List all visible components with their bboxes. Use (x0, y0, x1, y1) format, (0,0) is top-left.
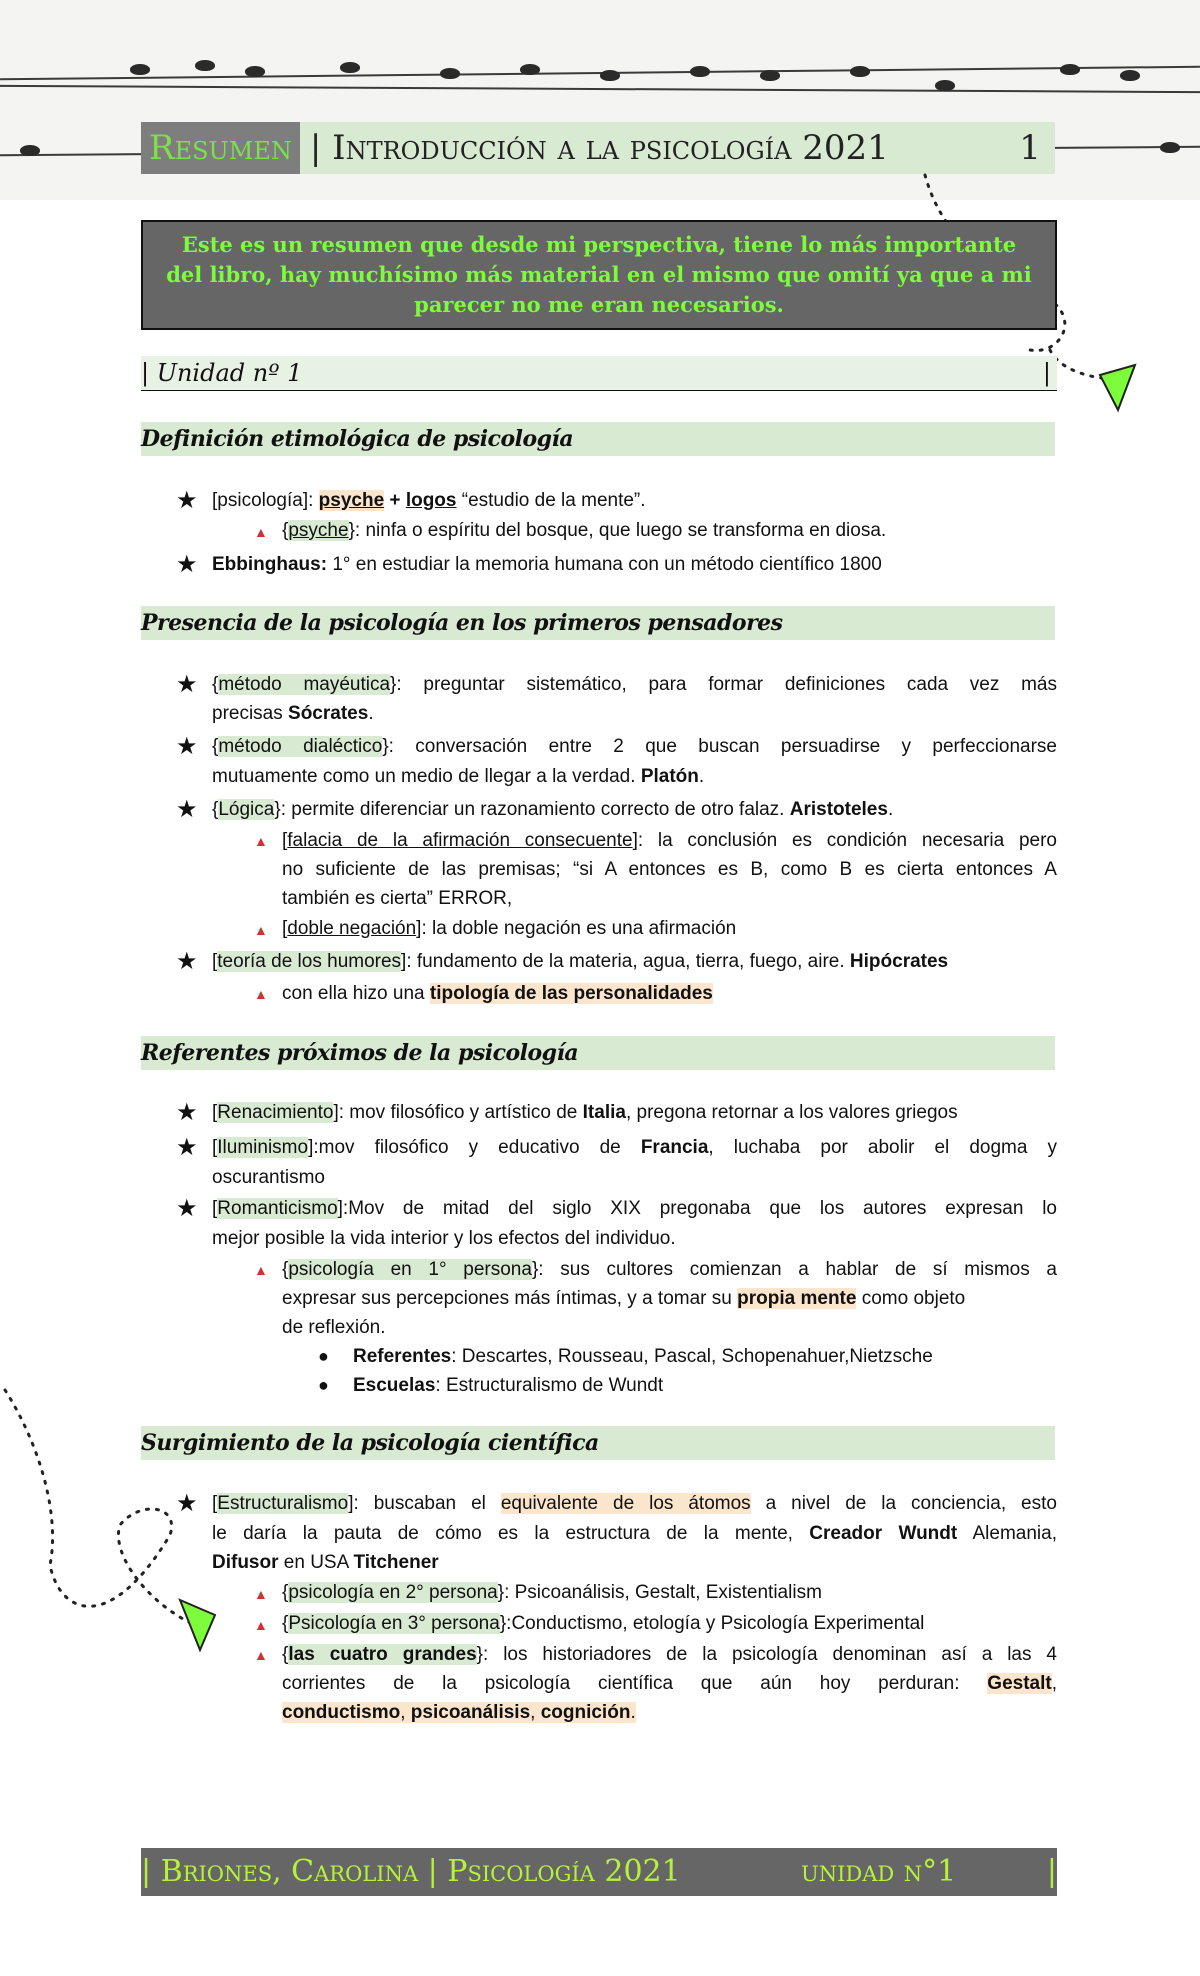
section-heading: Surgimiento de la psicología científica (141, 1426, 1055, 1460)
star-bullet-icon: ★ (176, 1195, 198, 1222)
page-header (141, 122, 1055, 174)
arrow-head-icon (1100, 365, 1135, 410)
list-item: {método dialéctico}: conversación entre 2 que buscan persuadirse y perfeccionarse (212, 736, 1057, 757)
header-title-bar (300, 122, 1055, 174)
list-item-continued: expresar sus percepciones más íntimas, y a tomar su propia mente como objeto (282, 1288, 966, 1309)
unit-title-end: | (1042, 359, 1051, 387)
list-item: Escuelas: Estructuralismo de Wundt (353, 1375, 664, 1396)
list-item: [teoría de los humores]: fundamento de la materia, agua, tierra, fuego, aire. Hipócrates (212, 951, 949, 972)
unit-title-text: | Unidad nº 1 (141, 359, 303, 387)
triangle-bullet-icon: ▲ (254, 922, 268, 938)
section-heading: Definición etimológica de psicología (141, 422, 1055, 456)
list-item-continued: corrientes de la psicología científica que aún hoy perduran: Gestalt, (282, 1673, 1057, 1694)
list-item-continued: no suficiente de las premisas; “si A entonces es B, como B es cierta entonces A (282, 859, 1057, 880)
wire-line (0, 85, 1200, 93)
triangle-bullet-icon: ▲ (254, 524, 268, 540)
bird-icon (935, 80, 955, 91)
list-item: {Lógica}: permite diferenciar un razonamiento correcto de otro falaz. Aristoteles. (212, 799, 894, 820)
footer-unit: unidad n°1 (801, 1854, 957, 1889)
list-item: Referentes: Descartes, Rousseau, Pascal, Schopenahuer,Nietzsche (353, 1346, 933, 1367)
list-item-continued: conductismo, psicoanálisis, cognición. (282, 1702, 636, 1723)
star-bullet-icon: ★ (176, 1490, 198, 1517)
intro-box: Este es un resumen que desde mi perspectiva, tiene lo más importante del libro, hay muchísimo más material en el mismo que omití ya que a mi parecer no me eran necesarios. (141, 220, 1057, 330)
arrow-head-icon (180, 1600, 215, 1650)
bird-icon (520, 64, 540, 75)
star-bullet-icon: ★ (176, 796, 198, 823)
list-item: [Iluminismo]:mov filosófico y educativo de Francia, luchaba por abolir el dogma y (212, 1137, 1057, 1158)
list-item: [falacia de la afirmación consecuente]: la conclusión es condición necesaria pero (282, 830, 1057, 851)
header-separator: | (309, 128, 322, 168)
section-heading: Referentes próximos de la psicología (141, 1036, 1055, 1070)
list-item: {psicología en 2° persona}: Psicoanálisis, Gestalt, Existentialism (282, 1582, 822, 1603)
list-item: [psicología]: psyche + logos “estudio de la mente”. (212, 490, 646, 511)
list-item-continued: mejor posible la vida interior y los efectos del individuo. (212, 1228, 676, 1249)
bird-icon (340, 62, 360, 73)
bird-icon (1060, 64, 1080, 75)
triangle-bullet-icon: ▲ (254, 1262, 268, 1278)
list-item-continued: también es cierta” ERROR, (282, 888, 513, 909)
list-item: Ebbinghaus: 1° en estudiar la memoria humana con un método científico 1800 (212, 554, 882, 575)
star-bullet-icon: ★ (176, 551, 198, 578)
star-bullet-icon: ★ (176, 733, 198, 760)
list-item: [Estructuralismo]: buscaban el equivalente de los átomos a nivel de la conciencia, esto (212, 1493, 1057, 1514)
footer-author: | Briones, Carolina | Psicología 2021 (141, 1854, 681, 1889)
bird-icon (600, 70, 620, 81)
list-item: {Psicología en 3° persona}:Conductismo, etología y Psicología Experimental (282, 1613, 925, 1634)
bird-icon (440, 68, 460, 79)
star-bullet-icon: ★ (176, 671, 198, 698)
bird-icon (245, 66, 265, 77)
page-footer (141, 1848, 1057, 1896)
list-item: con ella hizo una tipología de las personalidades (282, 983, 713, 1004)
bird-icon (1160, 142, 1180, 153)
triangle-bullet-icon: ▲ (254, 833, 268, 849)
header-title: Introducción a la psicología 2021 (332, 128, 889, 168)
page-number: 1 (1019, 128, 1041, 168)
list-item: [Romanticismo]:Mov de mitad del siglo XIX pregonaba que los autores expresan lo (212, 1198, 1057, 1219)
dot-bullet-icon: ● (318, 1346, 329, 1366)
triangle-bullet-icon: ▲ (254, 1586, 268, 1602)
triangle-bullet-icon: ▲ (254, 1647, 268, 1663)
triangle-bullet-icon: ▲ (254, 986, 268, 1002)
triangle-bullet-icon: ▲ (254, 1617, 268, 1633)
unit-title (141, 356, 1057, 391)
bird-icon (760, 70, 780, 81)
list-item: [doble negación]: la doble negación es una afirmación (282, 918, 737, 939)
list-item-continued: de reflexión. (282, 1317, 386, 1338)
star-bullet-icon: ★ (176, 948, 198, 975)
list-item-continued: le daría la pauta de cómo es la estructura de la mente, Creador Wundt Alemania, (212, 1523, 1057, 1544)
list-item-continued: precisas Sócrates. (212, 703, 374, 724)
dot-bullet-icon: ● (318, 1375, 329, 1395)
list-item: {psyche}: ninfa o espíritu del bosque, que luego se transforma en diosa. (282, 520, 887, 541)
list-item-continued: oscurantismo (212, 1167, 325, 1188)
bird-icon (1120, 70, 1140, 81)
list-item: {método mayéutica}: preguntar sistemático, para formar definiciones cada vez más (212, 674, 1057, 695)
list-item: {las cuatro grandes}: los historiadores de la psicología denominan así a las 4 (282, 1644, 1057, 1665)
list-item: [Renacimiento]: mov filosófico y artístico de Italia, pregona retornar a los valores griegos (212, 1102, 958, 1123)
star-bullet-icon: ★ (176, 487, 198, 514)
list-item-continued: mutuamente como un medio de llegar a la verdad. Platón. (212, 766, 705, 787)
section-heading: Presencia de la psicología en los primeros pensadores (141, 606, 1055, 640)
list-item: {psicología en 1° persona}: sus cultores comienzan a hablar de sí mismos a (282, 1259, 1057, 1280)
bird-icon (130, 64, 150, 75)
bird-icon (690, 66, 710, 77)
star-bullet-icon: ★ (176, 1099, 198, 1126)
bird-icon (850, 66, 870, 77)
star-bullet-icon: ★ (176, 1134, 198, 1161)
header-tag: Resumen (141, 122, 300, 174)
footer-end: | (1046, 1854, 1057, 1889)
bird-icon (195, 60, 215, 71)
list-item-continued: Difusor en USA Titchener (212, 1552, 439, 1573)
bird-icon (20, 145, 40, 156)
